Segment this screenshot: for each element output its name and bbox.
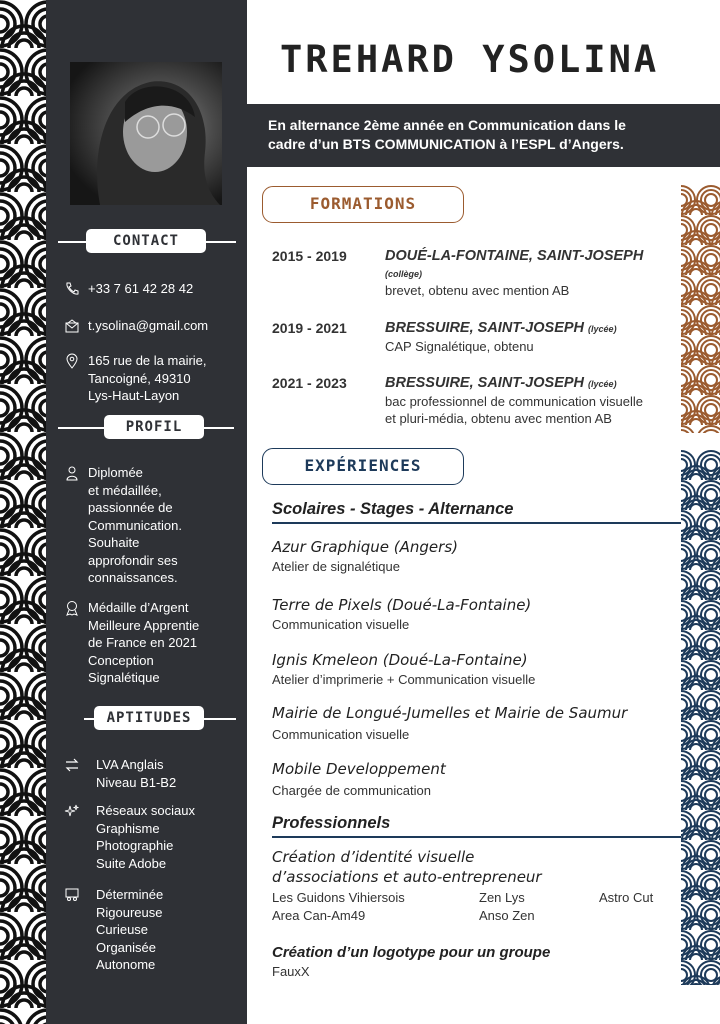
person-icon xyxy=(64,465,80,481)
skills-text: Réseaux sociaux Graphisme Photographie Suite Adobe xyxy=(96,803,195,871)
experience-item: Terre de Pixels (Doué-La-Fontaine) Communication visuelle xyxy=(272,596,532,632)
client-name: Area Can-Am49 xyxy=(272,908,366,923)
professionnels-heading: Professionnels xyxy=(272,814,681,838)
experience-item: Création d’identité visuelle d’associations et auto-entrepreneur xyxy=(272,848,542,886)
sidebar xyxy=(46,0,247,1024)
client-name: Zen Lys xyxy=(479,890,525,905)
client-name: Anso Zen xyxy=(479,908,535,923)
medal-text: Médaille d’Argent Meilleure Apprentie de France en 2021 Conception Signalétique xyxy=(88,600,200,685)
aptitudes-heading: APTITUDES xyxy=(46,706,247,732)
profil-text: Diplomée et médaillée, passionnée de Communication. Souhaite approfondir ses connaissances. xyxy=(88,465,182,585)
sparkle-icon xyxy=(64,803,80,819)
experience-item: Création d’un logotype pour un groupe FauxX xyxy=(272,944,551,979)
brown-wave-pattern xyxy=(681,185,720,433)
person-name: TREHARD YSOLINA xyxy=(280,38,660,81)
experiences-heading: EXPÉRIENCES xyxy=(262,448,464,485)
email-address: t.ysolina@gmail.com xyxy=(88,318,209,333)
phone-icon xyxy=(64,281,80,297)
client-name: Astro Cut xyxy=(599,890,654,905)
phone-number: +33 7 61 42 28 42 xyxy=(88,281,194,296)
navy-wave-pattern xyxy=(681,450,720,985)
left-wave-pattern xyxy=(0,0,48,1024)
address-text: 165 rue de la mairie, Tancoigné, 49310 Lys-Haut-Layon xyxy=(88,353,207,403)
experience-item: Mairie de Longué-Jumelles et Mairie de Saumur Communication visuelle xyxy=(272,704,628,742)
client-name: Les Guidons Vihiersois xyxy=(272,890,405,905)
mail-icon xyxy=(64,318,80,334)
profile-photo xyxy=(70,62,222,205)
experience-item: Mobile Developpement Chargée de communication xyxy=(272,760,446,798)
scolaires-heading: Scolaires - Stages - Alternance xyxy=(272,500,681,524)
formations-heading: FORMATIONS xyxy=(262,186,464,223)
experience-item: Ignis Kmeleon (Doué-La-Fontaine) Atelier d’imprimerie + Communication visuelle xyxy=(272,651,536,687)
experience-item: Azur Graphique (Angers) Atelier de signalétique xyxy=(272,538,458,574)
profil-heading: PROFIL xyxy=(46,415,247,441)
contact-heading: CONTACT xyxy=(46,229,247,255)
location-pin-icon xyxy=(64,353,80,369)
team-icon xyxy=(64,887,80,903)
qualities-text: Déterminée Rigoureuse Curieuse Organisée Autonome xyxy=(96,887,164,972)
translate-icon xyxy=(64,757,80,773)
languages-text: LVA Anglais Niveau B1-B2 xyxy=(96,757,177,790)
intro-banner: En alternance 2ème année en Communication dans le cadre d’un BTS COMMUNICATION à l’ESPL d’Angers. xyxy=(247,104,720,167)
medal-icon xyxy=(64,600,80,616)
